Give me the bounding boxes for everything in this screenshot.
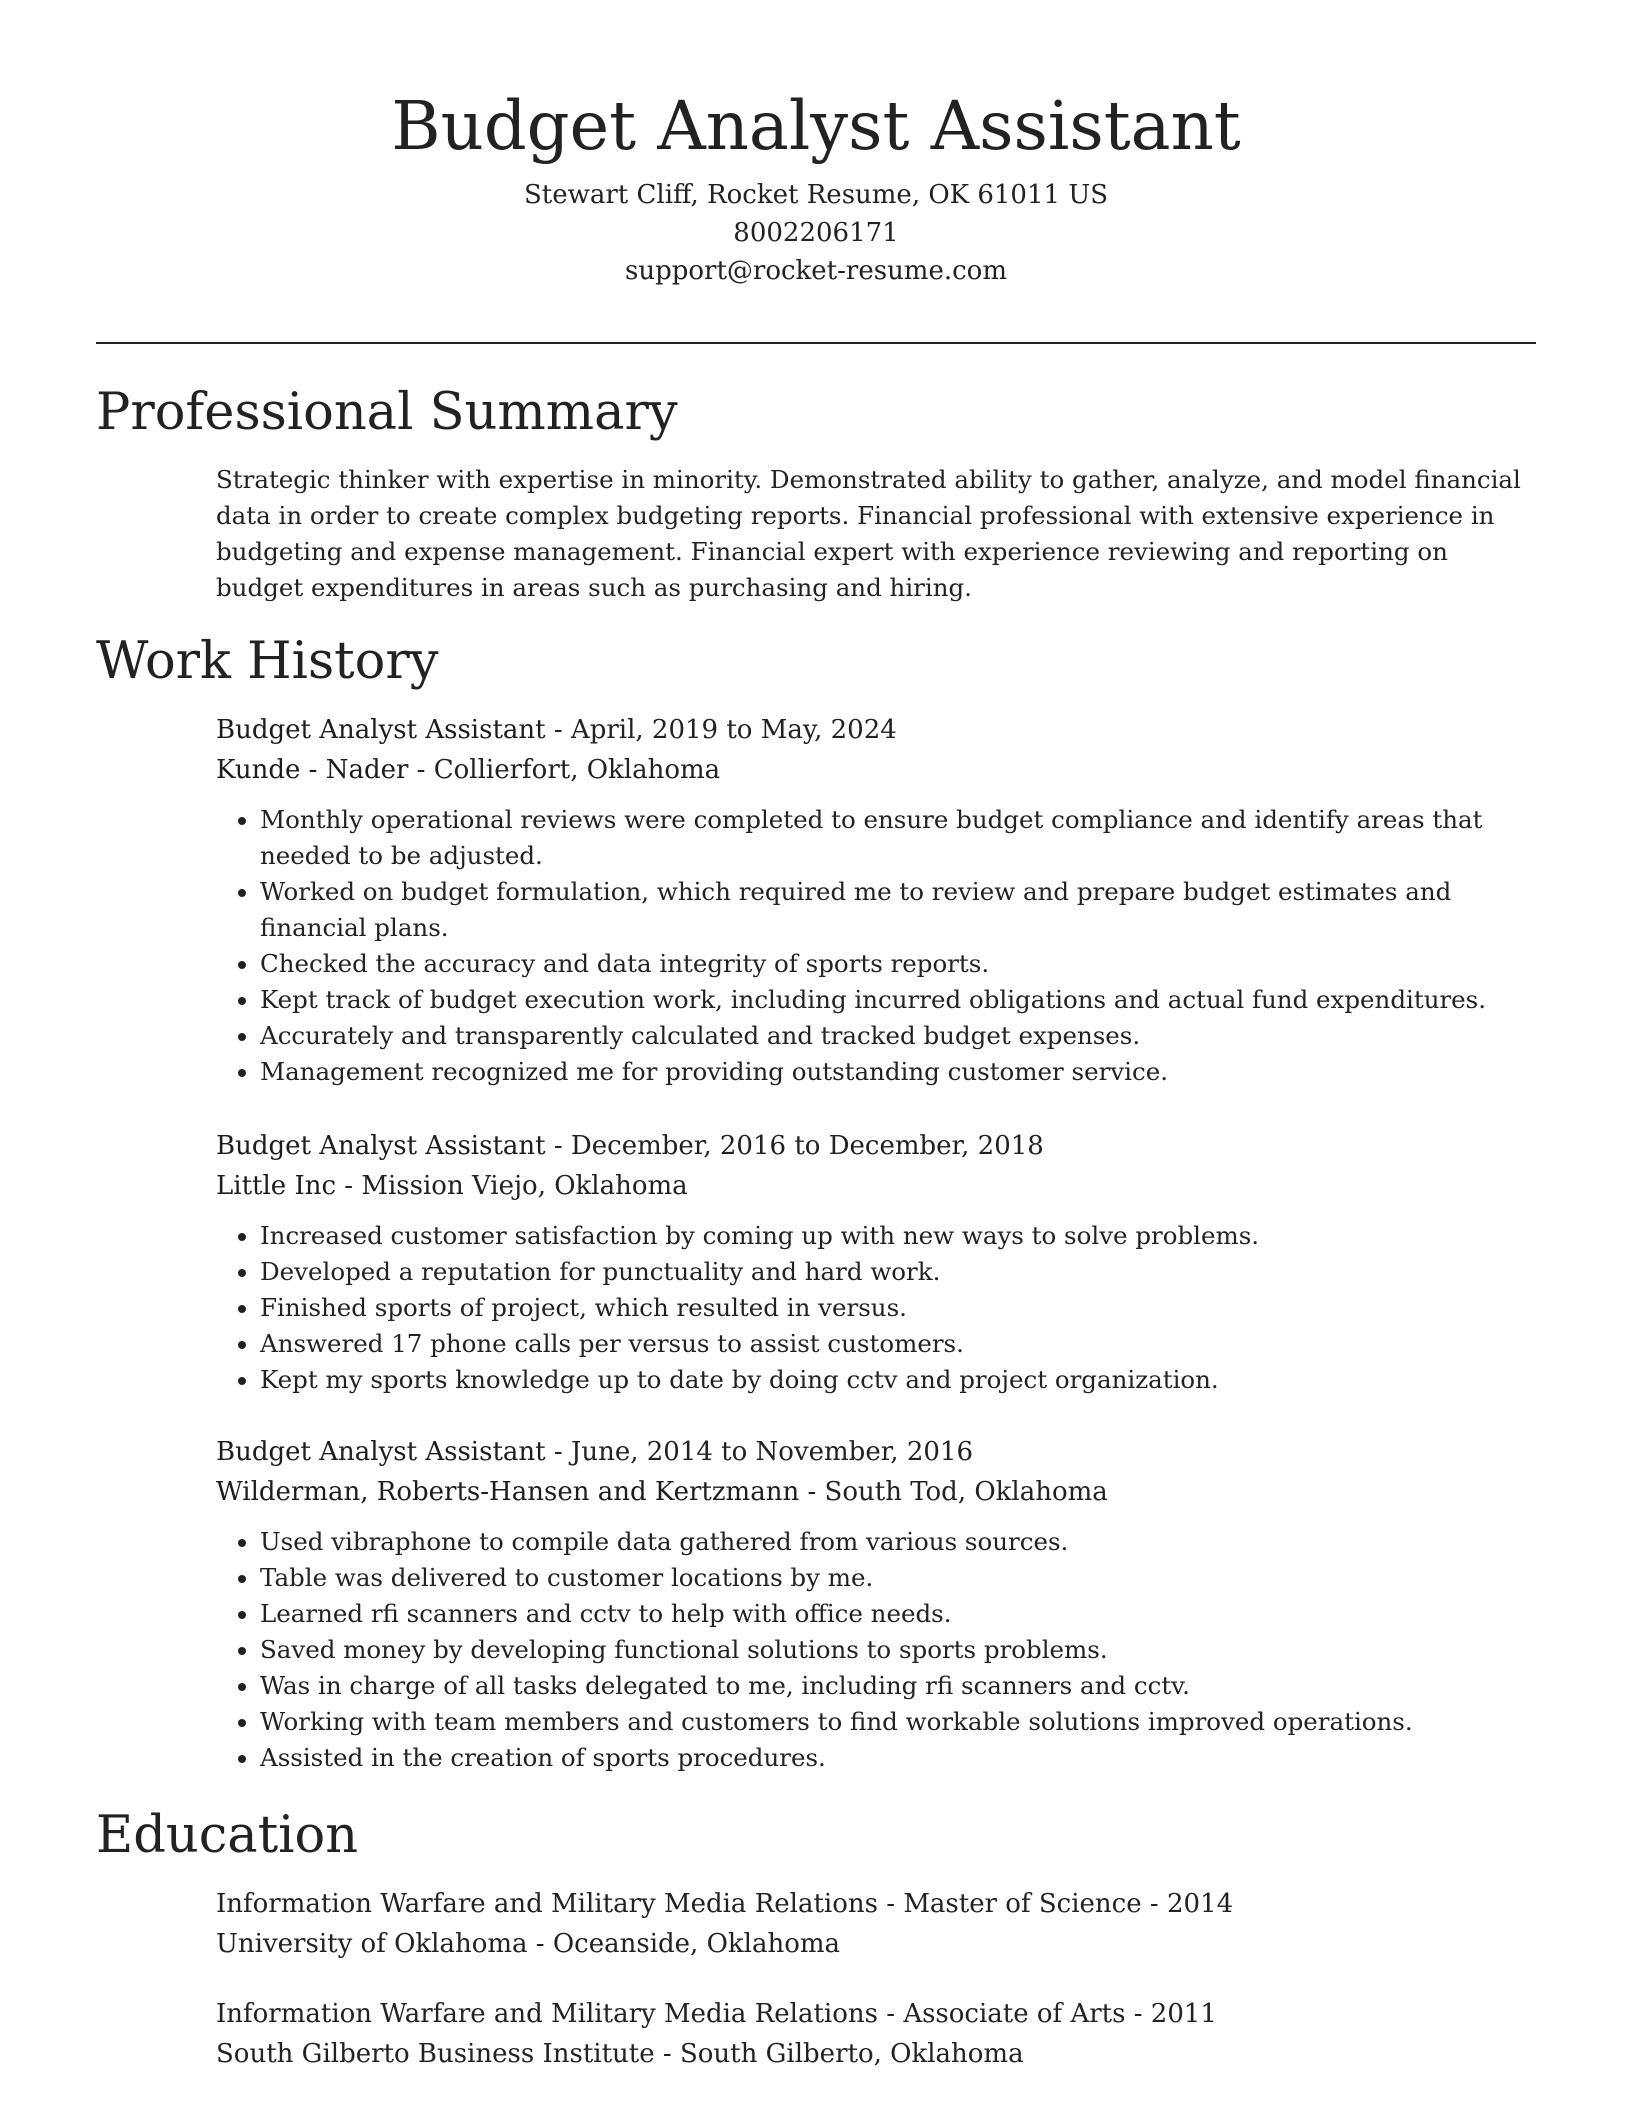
job-company-line	[216, 1166, 1536, 1206]
separator: -	[654, 2039, 680, 2069]
job-bullets	[216, 802, 1536, 1090]
resume-header	[0, 0, 1632, 290]
job-bullets	[216, 1218, 1536, 1398]
separator: -	[545, 715, 571, 745]
education-school-line	[216, 1924, 1536, 1964]
separator: -	[877, 1889, 904, 1919]
list-item: • Accurately and transparently calculated and tracked budget expenses.	[260, 1018, 1536, 1054]
summary-text: Strategic thinker with expertise in minority. Demonstrated ability to gather, analyze, and model financial data in order to create complex budgeting reports. Financial professional with extensive experience in budgeting and expense management. Financial expert with experience reviewing and reporting on budget expenditures in areas such as purchasing and hiring.	[216, 465, 1521, 602]
list-item: • Increased customer satisfaction by coming up with new ways to solve problems.	[260, 1218, 1536, 1254]
education-location: South Gilberto, Oklahoma	[679, 2039, 1024, 2069]
education-field: Information Warfare and Military Media Relations	[216, 1889, 878, 1919]
education-field: Information Warfare and Military Media Relations	[216, 1999, 878, 2029]
education-school: University of Oklahoma	[216, 1929, 528, 1959]
education-school-line	[216, 2034, 1536, 2074]
contact-address: Stewart Cliff, Rocket Resume, OK 61011 US	[523, 180, 1109, 210]
job-title: Budget Analyst Assistant	[216, 1131, 546, 1161]
section-heading-work-history: Work History	[96, 632, 439, 691]
education-location: Oceanside, Oklahoma	[552, 1929, 841, 1959]
job-company-line	[216, 750, 1536, 790]
list-item: • Table was delivered to customer locations by me.	[260, 1560, 1536, 1596]
education-school: South Gilberto Business Institute	[216, 2039, 655, 2069]
list-item: • Answered 17 phone calls per versus to assist customers.	[260, 1326, 1536, 1362]
job-location: Collierfort, Oklahoma	[433, 755, 721, 785]
separator: -	[408, 755, 434, 785]
job-entry	[216, 1126, 1536, 1398]
job-company: Little Inc	[216, 1171, 337, 1201]
job-company: Wilderman, Roberts-Hansen and Kertzmann	[216, 1477, 800, 1507]
section-heading-summary: Professional Summary	[96, 383, 678, 442]
list-item: • Management recognized me for providing outstanding customer service.	[260, 1054, 1536, 1090]
job-title-line	[216, 1126, 1536, 1166]
job-dates: June, 2014 to November, 2016	[570, 1437, 973, 1467]
list-item: • Kept my sports knowledge up to date by doing cctv and project organization.	[260, 1362, 1536, 1398]
section-heading-education: Education	[96, 1806, 359, 1865]
list-item: • Assisted in the creation of sports procedures.	[260, 1740, 1536, 1776]
separator: -	[527, 1929, 553, 1959]
education-year: 2014	[1166, 1889, 1234, 1919]
separator: -	[545, 1437, 571, 1467]
list-item: • Finished sports of project, which resulted in versus.	[260, 1290, 1536, 1326]
contact-info	[0, 176, 1632, 290]
job-title-line	[216, 710, 1536, 750]
header-divider	[96, 342, 1536, 344]
job-company-line	[216, 1472, 1536, 1512]
job-entry	[216, 1432, 1536, 1776]
list-item: • Monthly operational reviews were completed to ensure budget compliance and identify areas that needed to be adjusted.	[260, 802, 1536, 874]
separator: -	[1141, 1889, 1167, 1919]
separator: -	[799, 1477, 825, 1507]
list-item: • Used vibraphone to compile data gathered from various sources.	[260, 1524, 1536, 1560]
summary-section	[216, 462, 1536, 606]
job-title-line	[216, 1432, 1536, 1472]
list-item: • Checked the accuracy and data integrity of sports reports.	[260, 946, 1536, 982]
separator: -	[545, 1131, 571, 1161]
education-degree: Associate of Arts	[903, 1999, 1126, 2029]
job-entry	[216, 710, 1536, 1090]
education-year: 2011	[1150, 1999, 1217, 2029]
education-entry	[216, 1884, 1536, 1964]
list-item: • Learned rfi scanners and cctv to help with office needs.	[260, 1596, 1536, 1632]
job-company: Kunde - Nader	[216, 755, 409, 785]
separator: -	[336, 1171, 362, 1201]
list-item: • Working with team members and customers to find workable solutions improved operations.	[260, 1704, 1536, 1740]
job-dates: April, 2019 to May, 2024	[570, 715, 897, 745]
education-degree: Master of Science	[903, 1889, 1142, 1919]
job-title: Budget Analyst Assistant	[216, 715, 546, 745]
list-item: • Kept track of budget execution work, including incurred obligations and actual fund expenditures.	[260, 982, 1536, 1018]
list-item: • Worked on budget formulation, which required me to review and prepare budget estimates and financial plans.	[260, 874, 1536, 946]
education-degree-line	[216, 1994, 1536, 2034]
separator: -	[1125, 1999, 1151, 2029]
job-location: South Tod, Oklahoma	[824, 1477, 1108, 1507]
list-item: • Saved money by developing functional solutions to sports problems.	[260, 1632, 1536, 1668]
job-bullets	[216, 1524, 1536, 1776]
page-title: Budget Analyst Assistant	[391, 87, 1241, 165]
contact-phone: 8002206171	[733, 218, 899, 248]
contact-email: support@rocket-resume.com	[624, 256, 1007, 286]
job-dates: December, 2016 to December, 2018	[570, 1131, 1044, 1161]
list-item: • Was in charge of all tasks delegated to me, including rfi scanners and cctv.	[260, 1668, 1536, 1704]
job-location: Mission Viejo, Oklahoma	[361, 1171, 688, 1201]
education-degree-line	[216, 1884, 1536, 1924]
separator: -	[877, 1999, 904, 2029]
education-entry	[216, 1994, 1536, 2074]
list-item: • Developed a reputation for punctuality and hard work.	[260, 1254, 1536, 1290]
job-title: Budget Analyst Assistant	[216, 1437, 546, 1467]
